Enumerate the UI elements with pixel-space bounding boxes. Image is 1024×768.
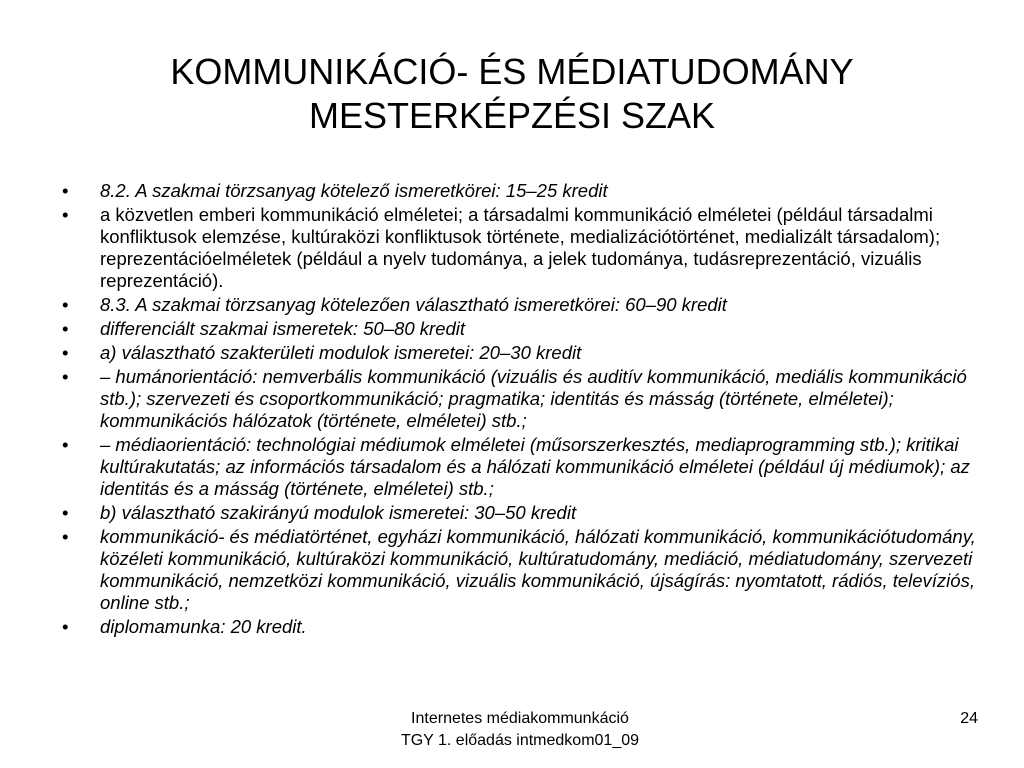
bullet-text: – médiaorientáció: technológiai médiumok elméletei (műsorszerkesztés, mediaprogramming stb.); kritikai kultúrakutatás; az információs társadalom és a hálózati kommunikáció elméletei (például új médiumok); az identitás és a másság (története, elméletei) stb.; xyxy=(100,434,970,499)
bullet-item xyxy=(62,616,982,638)
bullet-marker: • xyxy=(62,180,69,201)
bullet-text: differenciált szakmai ismeretek: 50–80 kredit xyxy=(100,318,466,339)
bullet-text: diplomamunka: 20 kredit. xyxy=(100,616,307,637)
page-number: 24 xyxy=(960,710,978,727)
bullet-marker: • xyxy=(62,294,69,315)
bullet-text: 8.3. A szakmai törzsanyag kötelezően választható ismeretkörei: 60–90 kredit xyxy=(100,294,727,315)
bullet-marker: • xyxy=(62,616,69,637)
bullet-item xyxy=(62,502,982,524)
bullet-marker: • xyxy=(62,204,69,225)
bullet-item xyxy=(62,204,982,292)
slide-title xyxy=(40,50,984,138)
bullet-item xyxy=(62,180,982,202)
footer-line-2: TGY 1. előadás intmedkom01_09 xyxy=(400,732,640,749)
bullet-text: a közvetlen emberi kommunikáció elméletei; a társadalmi kommunikáció elméletei (például társadalmi konfliktusok elemzése, kultúraközi konfliktusok története, medializációtörténet, medializált társadalom); reprezentációelméletek (például a nyelv tudománya, a jelek tudománya, tudásreprezentáció, vizuális reprezentáció). xyxy=(100,204,941,291)
bullet-item xyxy=(62,526,982,614)
bullet-marker: • xyxy=(62,502,69,523)
bullet-list xyxy=(62,180,982,640)
bullet-item xyxy=(62,318,982,340)
bullet-marker: • xyxy=(62,526,69,547)
bullet-marker: • xyxy=(62,434,69,455)
bullet-text: – humánorientáció: nemverbális kommunikáció (vizuális és auditív kommunikáció, mediális kommunikáció stb.); szervezeti és csoportkommunikáció; pragmatika; identitás és másság (története, elméletei); kommunikációs hálózatok (története, elméletei) stb.; xyxy=(100,366,967,431)
bullet-item xyxy=(62,366,982,432)
bullet-item xyxy=(62,342,982,364)
bullet-text: kommunikáció- és médiatörténet, egyházi kommunikáció, hálózati kommunikáció, kommunikációtudomány, közéleti kommunikáció, kultúraközi kommunikáció, kultúratudomány, mediáció, médiatudomány, szervezeti kommunikáció, nemzetközi kommunikáció, vizuális kommunikáció, újságírás: nyomtatott, rádiós, televíziós, online stb.; xyxy=(100,526,976,613)
bullet-item xyxy=(62,434,982,500)
bullet-text: b) választható szakirányú modulok ismeretei: 30–50 kredit xyxy=(100,502,577,523)
bullet-text: a) választható szakterületi modulok ismeretei: 20–30 kredit xyxy=(100,342,582,363)
footer-line-1: Internetes médiakommunkáció xyxy=(411,710,629,727)
bullet-marker: • xyxy=(62,342,69,363)
slide-title-line-2: MESTERKÉPZÉSI SZAK xyxy=(308,95,716,136)
bullet-marker: • xyxy=(62,318,69,339)
bullet-text: 8.2. A szakmai törzsanyag kötelező ismeretkörei: 15–25 kredit xyxy=(100,180,608,201)
bullet-marker: • xyxy=(62,366,69,387)
slide-title-line-1: KOMMUNIKÁCIÓ- ÉS MÉDIATUDOMÁNY xyxy=(170,51,854,92)
slide-footer xyxy=(330,708,710,752)
bullet-item xyxy=(62,294,982,316)
